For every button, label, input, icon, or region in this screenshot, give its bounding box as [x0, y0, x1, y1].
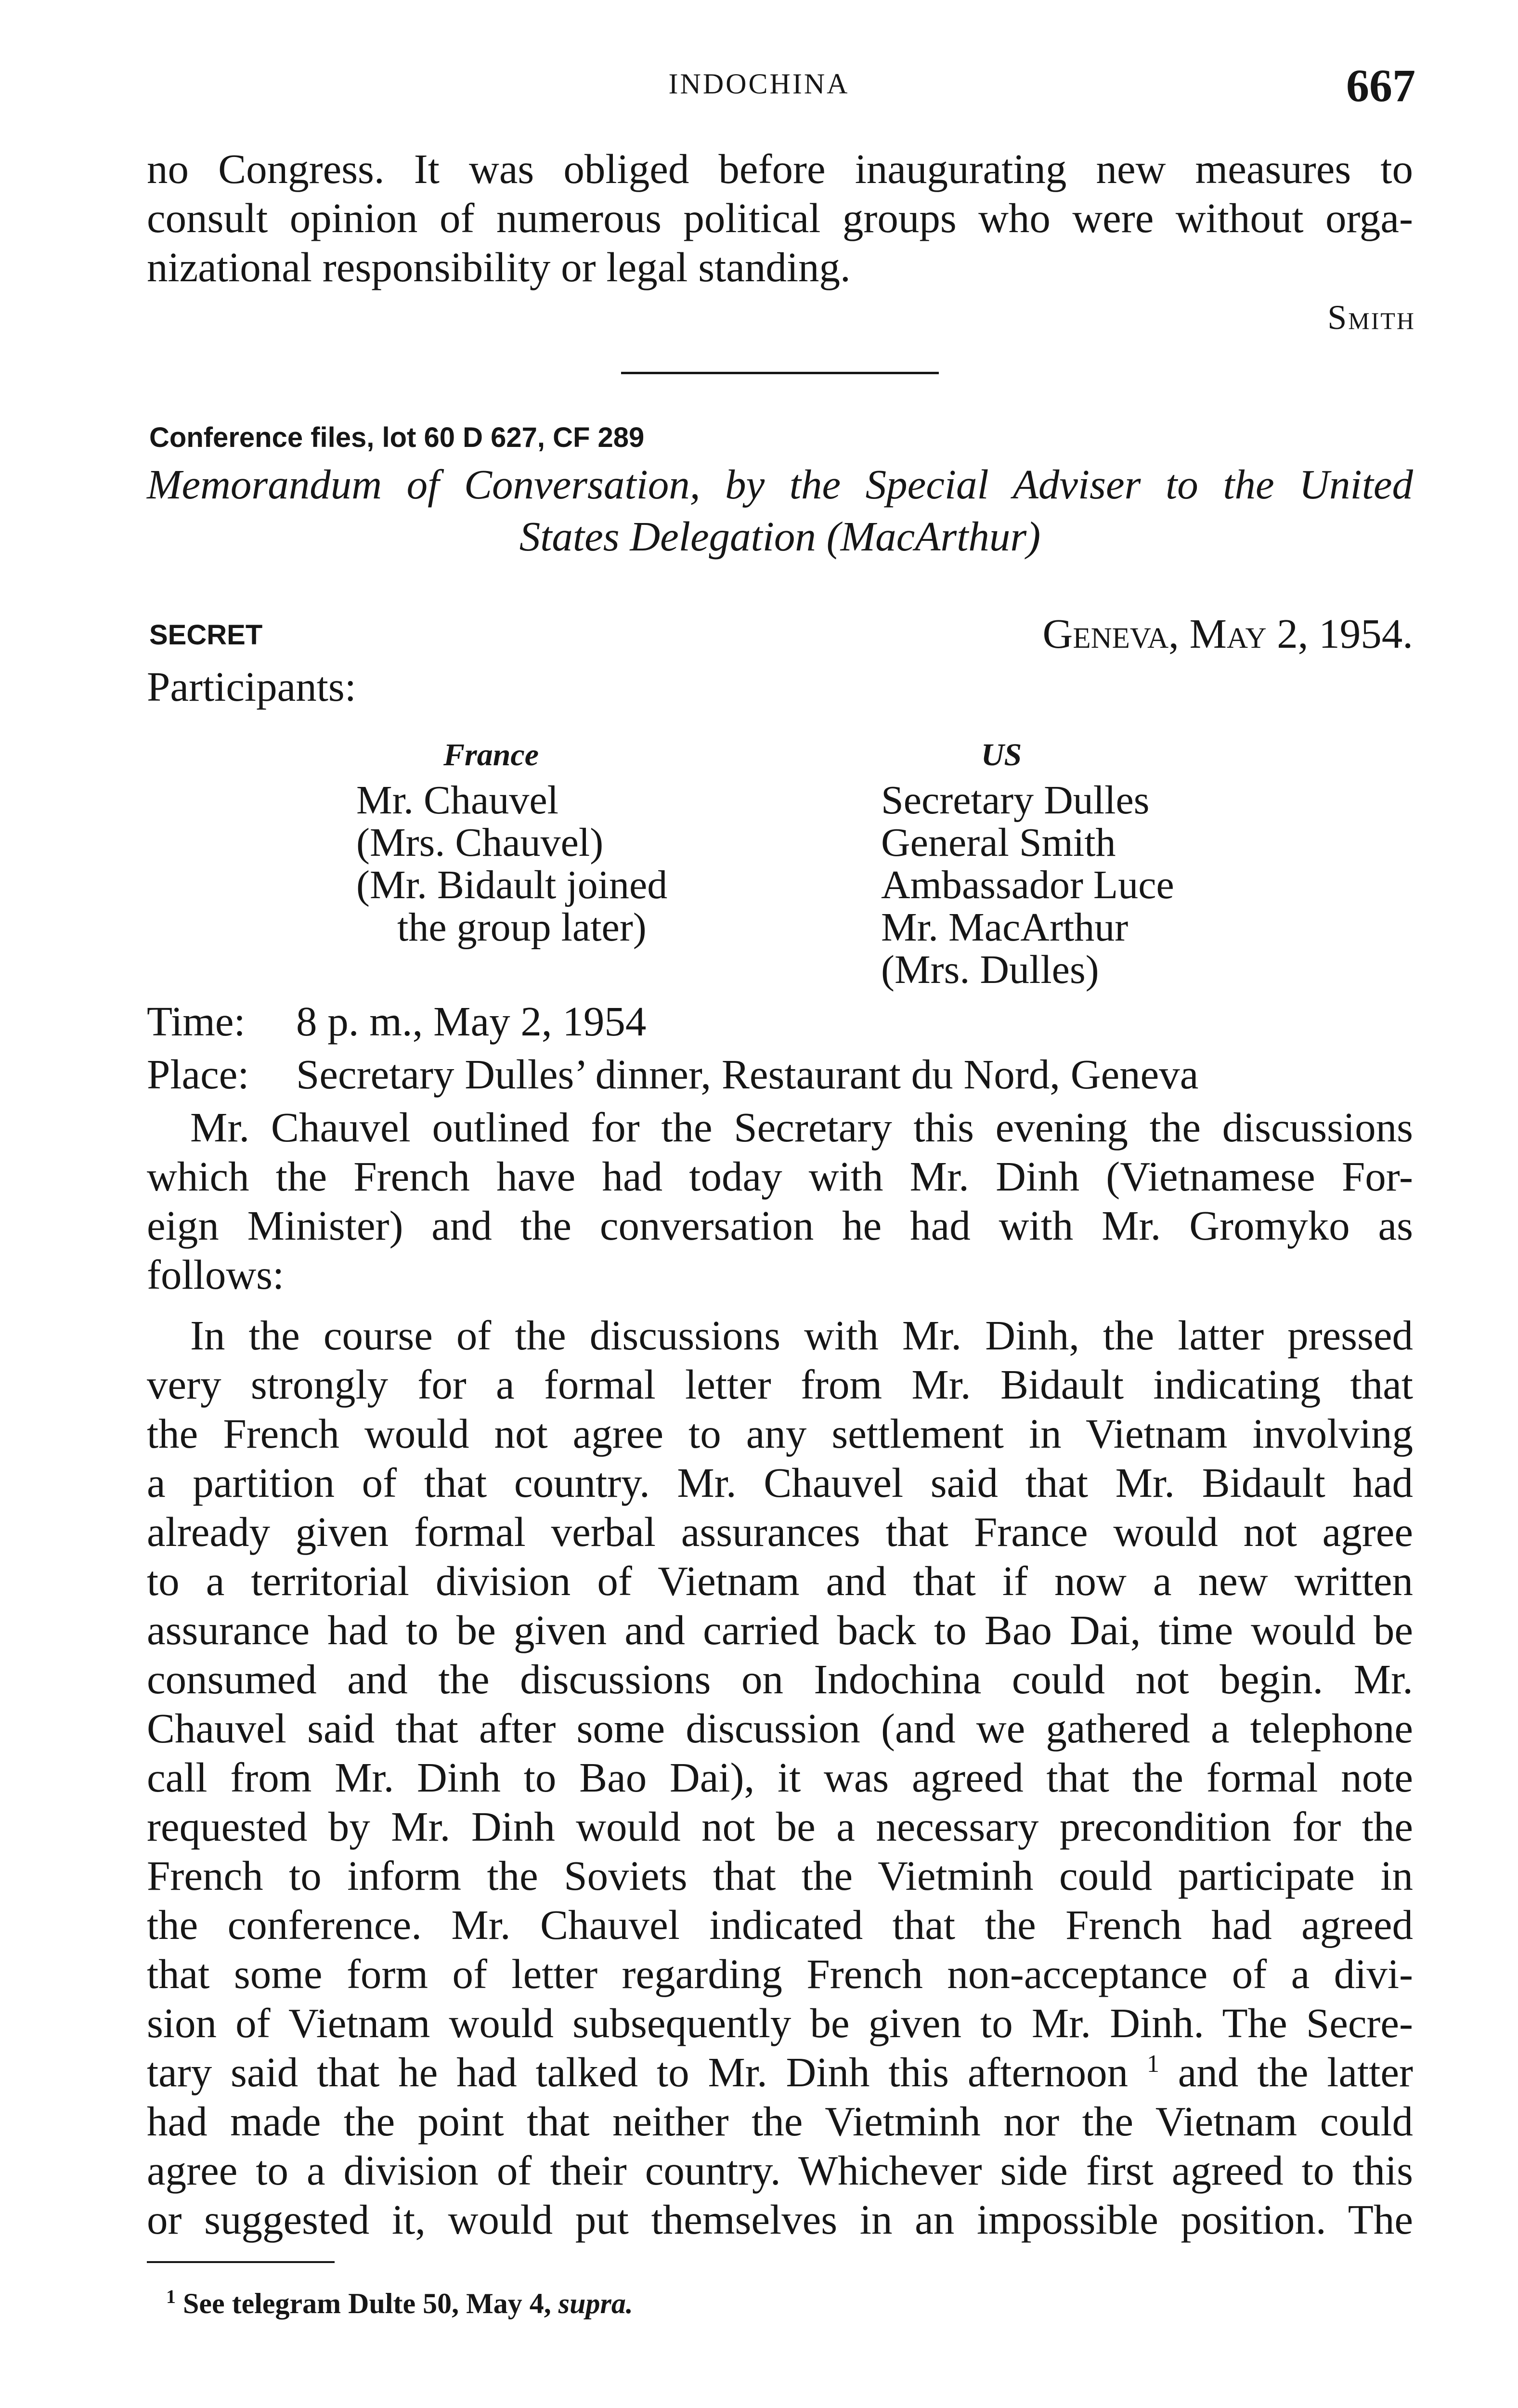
footnote [166, 2285, 633, 2320]
paragraph-2-line: consumed and the discussions on Indochina could not begin. Mr. [147, 1656, 1413, 1702]
paragraph-2-line [147, 2048, 1413, 2097]
france-participant: (Mr. Bidault joined [356, 863, 668, 907]
us-participant: Mr. MacArthur [881, 905, 1129, 950]
paragraph-2-line: had made the point that neither the Vietminh nor the Vietnam could [147, 2098, 1413, 2145]
paragraph-1-line: eign Minister) and the conversation he had with Mr. Gromyko as [147, 1202, 1413, 1249]
paragraph-2-line: already given formal verbal assurances that France would not agree [147, 1508, 1413, 1555]
time-row [147, 997, 646, 1046]
paragraph-2-line: Chauvel said that after some discussion (and we gathered a telephone [147, 1705, 1413, 1752]
footnote-marker: 1 [166, 2286, 176, 2307]
us-participant: Secretary Dulles [881, 778, 1150, 823]
us-participant: Ambassador Luce [881, 863, 1174, 907]
place-date: Geneva, May 2, 1954. [1042, 610, 1413, 657]
paragraph-2-line: the French would not agree to any settlement in Vietnam involving [147, 1410, 1413, 1457]
footnote-reference[interactable]: 1 [1146, 2050, 1159, 2078]
place-value: Secretary Dulles’ dinner, Restaurant du Nord, Geneva [296, 1051, 1199, 1098]
paragraph-2-line: In the course of the discussions with Mr. Dinh, the latter pressed [190, 1312, 1413, 1359]
paragraph-2-line: requested by Mr. Dinh would not be a necessary precondition for the [147, 1803, 1413, 1850]
paragraph-2-line: sion of Vietnam would subsequently be given to Mr. Dinh. The Secre- [147, 2000, 1413, 2046]
paragraph-2-line: call from Mr. Dinh to Bao Dai), it was agreed that the formal note [147, 1754, 1413, 1801]
france-participant: the group later) [397, 905, 647, 950]
paragraph-2-line: assurance had to be given and carried back to Bao Dai, time would be [147, 1607, 1413, 1653]
paragraph-2-line: or suggested it, would put themselves in an impossible position. The [147, 2196, 1413, 2243]
paragraph-1-line: which the French have had today with Mr. Dinh (Vietnamese For- [147, 1153, 1413, 1200]
paragraph-2-line: the conference. Mr. Chauvel indicated that the French had agreed [147, 1901, 1413, 1948]
paragraph-2-line: to a territorial division of Vietnam and that if now a new written [147, 1557, 1413, 1604]
document-title-line-2: States Delegation (MacArthur) [519, 513, 1041, 560]
france-participant: (Mrs. Chauvel) [356, 820, 604, 865]
paragraph-2-line: French to inform the Soviets that the Vietminh could participate in [147, 1852, 1413, 1899]
us-participant: General Smith [881, 820, 1116, 865]
signature: Smith [1327, 298, 1415, 337]
place-label: Place: [147, 1051, 249, 1098]
footnote-italic: supra. [558, 2288, 633, 2319]
footnote-text: See telegram Dulte 50, May 4, [176, 2288, 558, 2319]
france-participant: Mr. Chauvel [356, 778, 558, 823]
participants-label: Participants: [147, 663, 356, 710]
continuation-line-2: consult opinion of numerous political groups who were without orga- [147, 195, 1413, 241]
continuation-line-1: no Congress. It was obliged before inaugurating new measures to [147, 145, 1413, 192]
source-note: Conference files, lot 60 D 627, CF 289 [149, 422, 645, 453]
paragraph-2-line: agree to a division of their country. Whichever side first agreed to this [147, 2147, 1413, 2194]
running-head: INDOCHINA [668, 68, 850, 100]
us-column [881, 737, 1314, 991]
us-participant: (Mrs. Dulles) [881, 947, 1099, 992]
paragraph-1-line: follows: [147, 1251, 285, 1298]
paragraph-2-line-tail: and the latter [1159, 2049, 1414, 2095]
place-row [147, 1050, 1198, 1099]
continuation-line-3: nizational responsibility or legal standing. [147, 244, 851, 290]
paragraph-2-line-text: tary said that he had talked to Mr. Dinh this afternoon [147, 2049, 1129, 2095]
document-title-line-1: Memorandum of Conversation, by the Special Adviser to the United [147, 461, 1413, 508]
time-value: 8 p. m., May 2, 1954 [296, 998, 647, 1045]
paragraph-2-line: a partition of that country. Mr. Chauvel said that Mr. Bidault had [147, 1459, 1413, 1506]
paragraph-2-line: very strongly for a formal letter from Mr. Bidault indicating that [147, 1361, 1413, 1408]
paragraph-1-line: Mr. Chauvel outlined for the Secretary this evening the discussions [190, 1104, 1413, 1151]
footnote-divider [147, 2261, 335, 2263]
classification: SECRET [149, 619, 263, 651]
us-heading: US [981, 737, 1022, 772]
france-heading: France [443, 737, 539, 772]
page-number: 667 [1346, 60, 1415, 111]
time-label: Time: [147, 998, 246, 1045]
section-divider [621, 372, 939, 374]
paragraph-2-line: that some form of letter regarding French non-acceptance of a divi- [147, 1950, 1413, 1997]
france-column [356, 737, 732, 949]
